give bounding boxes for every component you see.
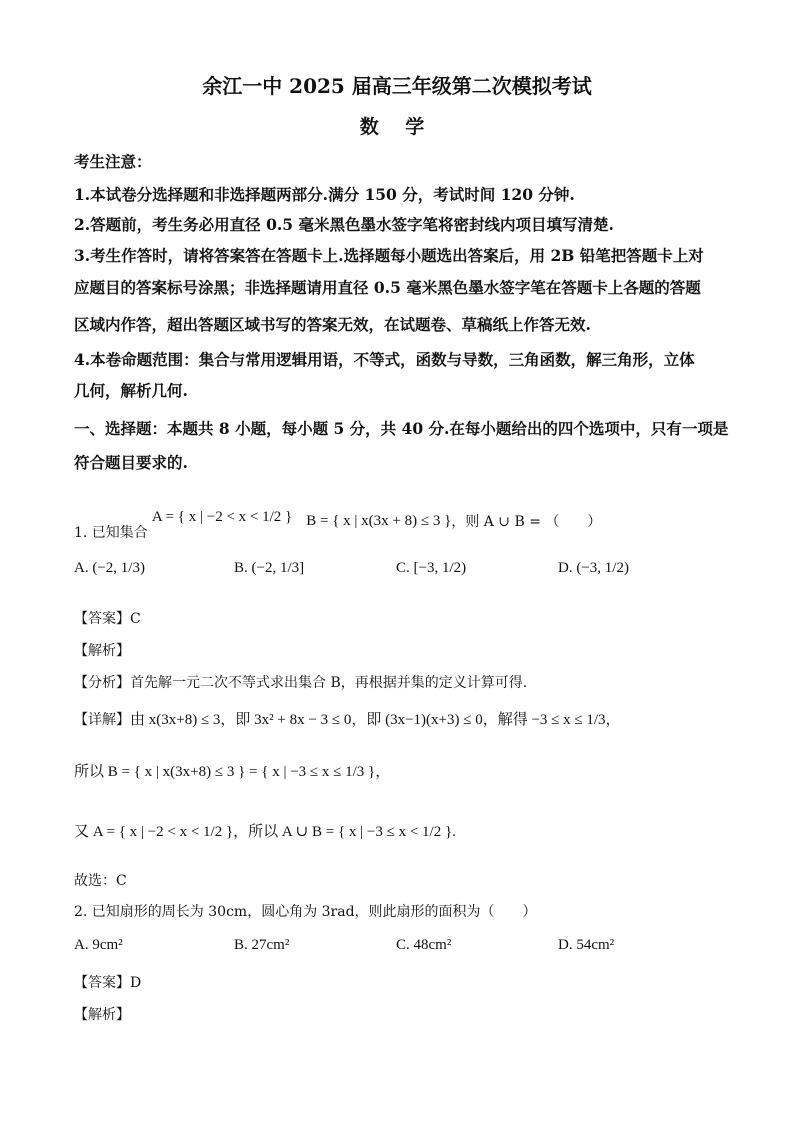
detail-line-1: 由 x(3x+8) ≤ 3，即 3x² + 8x − 3 ≤ 0，即 (3x−1)(x+3) ≤ 0，解得 −3 ≤ x ≤ 1/3，: [130, 712, 621, 728]
answer-row-2: [74, 972, 141, 992]
q2-option-d: D. 54cm²: [558, 937, 615, 953]
notice-item-3-line-3: 区域内作答，超出答题区域书写的答案无效，在试题卷、草稿纸上作答无效.: [74, 315, 591, 334]
q2-option-c: C. 48cm²: [396, 937, 452, 953]
set-b-definition: B = { x | x(3x + 8) ≤ 3 }: [306, 512, 452, 529]
q2-option-b: B. 27cm²: [234, 937, 290, 953]
option-a: A. (−2, 1/3): [74, 560, 145, 576]
set-a-definition: A = { x | −2 < x < 1/2 }: [151, 508, 293, 525]
section-1-instructions-cont: 符合题目要求的.: [74, 453, 188, 472]
notice-item-3-line-1: 3.考生作答时，请将答案答在答题卡上.选择题每小题选出答案后，用 2B 铅笔把答题卡上对: [74, 246, 704, 265]
detail-line-3: 又 A = { x | −2 < x < 1/2 }，所以 A ∪ B = { x | −3 ≤ x < 1/2 }.: [74, 824, 456, 840]
option-d: D. (−3, 1/2): [558, 560, 629, 576]
exam-title: 余江一中 2025 届高三年级第二次模拟考试: [202, 74, 592, 98]
answer-tag: 【答案】: [74, 611, 130, 627]
notice-item-1: 1.本试卷分选择题和非选择题两部分.满分 150 分，考试时间 120 分钟.: [74, 185, 575, 204]
notice-heading: 考生注意：: [74, 152, 152, 171]
answer-value: C: [130, 611, 141, 627]
option-b: B. (−2, 1/3]: [234, 560, 305, 576]
analysis-tag-2: 【解析】: [74, 1007, 130, 1023]
notice-item-4-line-2: 几何，解析几何.: [74, 381, 188, 400]
analysis-tag-1: 【解析】: [74, 643, 130, 659]
notice-item-4-line-1: 4.本卷命题范围：集合与常用逻辑用语，不等式，函数与导数，三角函数，解三角形，立体: [74, 350, 695, 369]
detail-tag: 【详解】: [74, 712, 130, 728]
question-1-stem: [74, 500, 601, 542]
question-1-prefix: 1. 已知集合: [74, 525, 148, 541]
option-c: C. [−3, 1/2): [396, 560, 467, 576]
notice-item-3-line-2: 应题目的答案标号涂黑；非选择题请用直径 0.5 毫米黑色墨水签字笔在答题卡上各题的答题: [74, 278, 701, 297]
question-1-ask: ，则 A ∪ B = （ ）: [451, 514, 602, 530]
q2-option-a: A. 9cm²: [74, 937, 123, 953]
notice-item-2: 2.答题前，考生务必用直径 0.5 毫米黑色墨水签字笔将密封线内项目填写清楚.: [74, 215, 614, 234]
answer-value-2: D: [130, 975, 142, 991]
question-2-stem: 2. 已知扇形的周长为 30cm，圆心角为 3rad，则此扇形的面积为（ ）: [74, 904, 537, 920]
detail-line-2: 所以 B = { x | x(3x+8) ≤ 3 } = { x | −3 ≤ x ≤ 1/3 }，: [74, 764, 391, 780]
subject-title: 数 学: [359, 116, 435, 138]
fenxi-tag: 【分析】: [74, 675, 130, 691]
fenxi-row: [74, 672, 527, 692]
answer-row-1: [74, 608, 141, 628]
answer-tag-2: 【答案】: [74, 975, 130, 991]
detail-row-1: [74, 708, 621, 729]
fenxi-text: 首先解一元二次不等式求出集合 B，再根据并集的定义计算可得.: [130, 675, 528, 691]
section-1-instructions: 一、选择题：本题共 8 小题，每小题 5 分，共 40 分.在每小题给出的四个选项中，只有一项是: [74, 419, 729, 438]
conclusion-1: 故选：C: [74, 873, 127, 889]
